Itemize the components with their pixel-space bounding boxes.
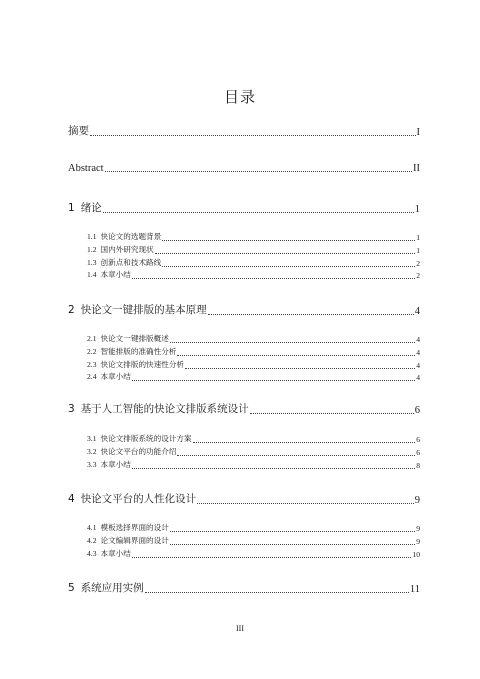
toc-entry-label xyxy=(68,491,196,506)
toc-entry-number: 4 xyxy=(68,493,75,505)
toc-entry-s4-1[interactable] xyxy=(87,522,420,533)
dot-leader xyxy=(155,253,416,254)
toc-entry-label xyxy=(87,371,131,382)
dot-leader xyxy=(162,266,415,267)
toc-entry-title: 创新点和技术路线 xyxy=(100,258,162,267)
dot-leader xyxy=(177,355,415,356)
toc-entry-s2-1[interactable] xyxy=(87,333,420,344)
toc-entry-label xyxy=(87,333,169,344)
toc-entry-page: 9 xyxy=(414,495,420,506)
toc-entry-title: 快论文排版的快速性分析 xyxy=(100,360,185,369)
toc-entry-s3-3[interactable] xyxy=(87,459,420,470)
toc-entry-s2-3[interactable] xyxy=(87,359,420,370)
toc-entry-label xyxy=(87,244,154,255)
toc-entry-title: 摘要 xyxy=(68,125,89,137)
toc-entry-title: 基于人工智能的快论文排版系统设计 xyxy=(80,403,249,415)
toc-entry-title: Abstract xyxy=(68,163,104,174)
toc-entry-number: 2.1 xyxy=(87,334,97,343)
toc-entry-label xyxy=(68,163,104,174)
dot-leader xyxy=(208,314,414,315)
toc-entry-number: 1 xyxy=(68,202,75,214)
toc-entry-title: 本章小结 xyxy=(100,549,131,558)
toc-entry-ch5[interactable] xyxy=(68,580,420,595)
toc-entry-number: 3.3 xyxy=(87,460,97,469)
toc-entry-number: 2.4 xyxy=(87,372,97,381)
toc-entry-number: 1.4 xyxy=(87,270,97,279)
toc-entry-label xyxy=(68,200,102,215)
toc-entry-title: 论文编辑界面的设计 xyxy=(100,536,169,545)
dot-leader xyxy=(132,468,415,469)
toc-entry-title: 智能排版的准确性分析 xyxy=(100,347,177,356)
toc-entry-label xyxy=(87,359,184,370)
toc-entry-s1-2[interactable] xyxy=(87,244,420,255)
dot-leader xyxy=(193,442,416,443)
toc-entry-s1-4[interactable] xyxy=(87,269,420,280)
toc-entry-page: 9 xyxy=(416,537,420,546)
toc-entry-label xyxy=(68,123,89,138)
dot-leader xyxy=(170,544,415,545)
toc-entry-title: 快论文平台的功能介绍 xyxy=(100,447,177,456)
dot-leader xyxy=(145,592,409,593)
toc-entry-label xyxy=(87,535,169,546)
toc-entry-page: 4 xyxy=(416,335,420,344)
toc-entry-page: I xyxy=(416,127,420,138)
toc-entry-s4-2[interactable] xyxy=(87,535,420,546)
dot-leader xyxy=(132,380,415,381)
toc-entry-abstract-en[interactable] xyxy=(68,163,420,174)
dot-leader xyxy=(132,278,415,279)
page-title: 目录 xyxy=(223,88,256,106)
toc-entry-page: 4 xyxy=(416,361,420,370)
dot-leader xyxy=(177,455,415,456)
toc-entry-number: 1.2 xyxy=(87,245,97,254)
dot-leader xyxy=(103,212,414,213)
toc-entry-title: 快论文排版系统的设计方案 xyxy=(100,434,192,443)
toc-entry-page: 2 xyxy=(416,271,420,280)
toc-entry-page: 1 xyxy=(414,204,420,215)
toc-entry-label xyxy=(87,548,131,559)
toc-entry-s1-3[interactable] xyxy=(87,257,420,268)
toc-entry-s2-4[interactable] xyxy=(87,371,420,382)
dot-leader xyxy=(105,171,412,172)
toc-entry-page: 1 xyxy=(416,233,420,242)
toc-entry-page: II xyxy=(413,163,420,174)
toc-entry-number: 2.2 xyxy=(87,347,97,356)
toc-entry-number: 5 xyxy=(68,582,75,594)
toc-entry-number: 1.1 xyxy=(87,232,97,241)
toc-entry-page: 11 xyxy=(409,584,420,595)
toc-entry-title: 国内外研究现状 xyxy=(100,245,154,254)
toc-entry-title: 快论文平台的人性化设计 xyxy=(80,493,197,505)
toc-entry-page: 4 xyxy=(416,348,420,357)
toc-entry-title: 快论文的选题背景 xyxy=(100,232,162,241)
toc-entry-title: 本章小结 xyxy=(100,460,131,469)
toc-entry-ch1[interactable] xyxy=(68,200,420,215)
toc-entry-page: 10 xyxy=(412,550,420,559)
toc-entry-number: 2.3 xyxy=(87,360,97,369)
toc-entry-s4-3[interactable] xyxy=(87,548,420,559)
toc-entry-number: 3 xyxy=(68,403,75,415)
toc-entry-s3-1[interactable] xyxy=(87,433,420,444)
toc-entry-label xyxy=(87,269,131,280)
toc-entry-label xyxy=(68,401,249,416)
dot-leader xyxy=(90,135,416,136)
toc-entry-title: 快论文一键排版的基本原理 xyxy=(80,304,207,316)
toc-entry-label xyxy=(87,346,176,357)
dot-leader xyxy=(185,368,415,369)
toc-entry-number: 1.3 xyxy=(87,258,97,267)
dot-leader xyxy=(250,413,414,414)
toc-entry-label xyxy=(87,446,176,457)
dot-leader xyxy=(197,503,414,504)
toc-entry-title: 绪论 xyxy=(80,202,102,214)
toc-entry-label xyxy=(87,257,161,268)
toc-entry-s1-1[interactable] xyxy=(87,231,420,242)
toc-entry-number: 4.3 xyxy=(87,549,97,558)
toc-entry-page: 4 xyxy=(414,306,420,317)
toc-entry-number: 2 xyxy=(68,304,75,316)
toc-entry-number: 4.2 xyxy=(87,536,97,545)
toc-entry-ch3[interactable] xyxy=(68,401,420,416)
dot-leader xyxy=(170,531,415,532)
page-footer-number: III xyxy=(236,624,244,633)
toc-entry-abstract-cn[interactable] xyxy=(68,123,420,138)
dot-leader xyxy=(162,240,415,241)
toc-entry-page: 8 xyxy=(416,461,420,470)
toc-entry-page: 2 xyxy=(416,259,420,268)
dot-leader xyxy=(132,557,412,558)
toc-entry-page: 1 xyxy=(416,246,420,255)
toc-entry-number: 4.1 xyxy=(87,523,97,532)
toc-entry-number: 3.2 xyxy=(87,447,97,456)
toc-entry-page: 6 xyxy=(414,405,420,416)
toc-entry-s2-2[interactable] xyxy=(87,346,420,357)
toc-entry-label xyxy=(87,231,161,242)
toc-entry-title: 快论文一键排版概述 xyxy=(100,334,169,343)
toc-entry-s3-2[interactable] xyxy=(87,446,420,457)
toc-entry-title: 本章小结 xyxy=(100,270,131,279)
toc-entry-label xyxy=(87,459,131,470)
dot-leader xyxy=(170,342,415,343)
toc-entry-ch2[interactable] xyxy=(68,302,420,317)
toc-entry-page: 6 xyxy=(416,435,420,444)
toc-entry-title: 本章小结 xyxy=(100,372,131,381)
toc-entry-page: 4 xyxy=(416,373,420,382)
toc-entry-page: 6 xyxy=(416,448,420,457)
toc-entry-label xyxy=(87,522,169,533)
toc-entry-number: 3.1 xyxy=(87,434,97,443)
toc-entry-ch4[interactable] xyxy=(68,491,420,506)
toc-entry-page: 9 xyxy=(416,524,420,533)
toc-entry-label xyxy=(87,433,192,444)
toc-entry-title: 模板选择界面的设计 xyxy=(100,523,169,532)
toc-entry-title: 系统应用实例 xyxy=(80,582,144,594)
toc-entry-label xyxy=(68,302,207,317)
toc-entry-label xyxy=(68,580,144,595)
